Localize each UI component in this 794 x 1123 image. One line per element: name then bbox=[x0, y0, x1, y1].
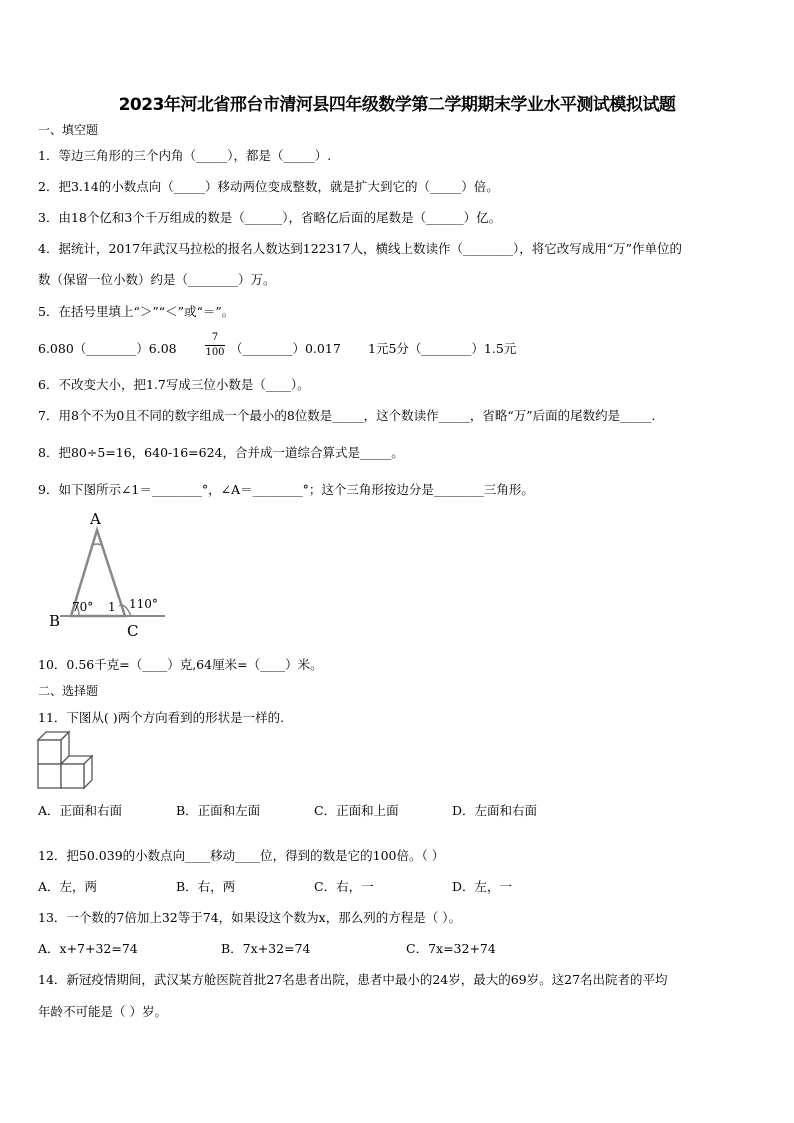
q12-option-b: B．右，两 bbox=[176, 879, 236, 894]
q5-fraction bbox=[205, 332, 225, 359]
page-title: 2023年河北省邢台市清河县四年级数学第二学期期末学业水平测试模拟试题 bbox=[118, 95, 676, 115]
q12-option-a: A．左，两 bbox=[38, 879, 98, 894]
question-13: 13．一个数的7倍加上32等于74，如果设这个数为x，那么列的方程是（ ）。 bbox=[38, 910, 461, 925]
q11-option-a: A．正面和右面 bbox=[38, 803, 123, 818]
question-10: 10．0.56千克=（____）克,64厘米=（____）米。 bbox=[38, 657, 323, 672]
question-4-line-2: 数（保留一位小数）约是（________）万。 bbox=[38, 272, 276, 287]
vertex-a-label: A bbox=[90, 510, 101, 528]
q13-option-b: B．7x+32=74 bbox=[221, 941, 311, 956]
q13-option-a: A．x+7+32=74 bbox=[38, 941, 138, 956]
q12-option-d: D．左，一 bbox=[452, 879, 513, 894]
q12-option-c: C．右，一 bbox=[314, 879, 374, 894]
angle-b-label: 70° bbox=[72, 600, 94, 614]
question-14-line-2: 年龄不可能是（ ）岁。 bbox=[38, 1004, 167, 1019]
question-9: 9．如下图所示∠1＝________°，∠A＝________°；这个三角形按边分是________三角形。 bbox=[38, 482, 534, 497]
lower-cube bbox=[38, 764, 61, 788]
lower-cube bbox=[61, 764, 84, 788]
q11-option-d: D．左面和右面 bbox=[452, 803, 538, 818]
cube-figure bbox=[36, 728, 112, 792]
upper-cube bbox=[38, 740, 61, 764]
angle-ext-label: 110° bbox=[129, 597, 158, 611]
q5-compare-a: 6.080（________）6.08 bbox=[38, 341, 177, 356]
q11-option-b: B．正面和左面 bbox=[176, 803, 261, 818]
vertex-b-label: B bbox=[49, 612, 61, 630]
q5-compare-c: 1元5分（________）1.5元 bbox=[368, 341, 517, 356]
question-6: 6．不改变大小，把1.7写成三位小数是（____）。 bbox=[38, 377, 310, 392]
q13-option-c: C．7x=32+74 bbox=[406, 941, 496, 956]
vertex-c-label: C bbox=[127, 622, 139, 638]
question-1: 1．等边三角形的三个内角（_____），都是（_____）. bbox=[38, 148, 332, 163]
question-11: 11．下图从( )两个方向看到的形状是一样的. bbox=[38, 710, 285, 725]
triangle-figure bbox=[45, 508, 185, 638]
q5-compare-b: （________）0.017 bbox=[230, 341, 341, 356]
question-4-line-1: 4．据统计，2017年武汉马拉松的报名人数达到122317人，横线上数读作（________），将它改写成用“万”作单位的 bbox=[38, 241, 683, 256]
angle-1-label: 1 bbox=[108, 600, 116, 614]
question-8: 8．把80÷5=16，640-16=624，合并成一道综合算式是_____。 bbox=[38, 445, 404, 460]
angle-a-arc bbox=[91, 544, 103, 546]
q11-option-c: C．正面和上面 bbox=[314, 803, 399, 818]
section-heading-choice: 二、选择题 bbox=[38, 684, 99, 698]
question-2: 2．把3.14的小数点向（_____）移动两位变成整数，就是扩大到它的（_____）倍。 bbox=[38, 179, 499, 194]
section-heading-fill: 一、填空题 bbox=[38, 123, 99, 137]
question-7: 7．用8个不为0且不同的数字组成一个最小的8位数是_____，这个数读作_____，省略“万”后面的尾数约是_____. bbox=[38, 408, 656, 423]
question-3: 3．由18个亿和3个千万组成的数是（______），省略亿后面的尾数是（______）亿。 bbox=[38, 210, 502, 225]
fraction-denominator: 100 bbox=[205, 347, 225, 358]
question-12: 12．把50.039的小数点向____移动____位，得到的数是它的100倍。（ ） bbox=[38, 848, 445, 863]
fraction-numerator: 7 bbox=[211, 332, 219, 343]
question-14-line-1: 14．新冠疫情期间，武汉某方舱医院首批27名患者出院，患者中最小的24岁，最大的69岁。这27名出院者的平均 bbox=[38, 972, 668, 987]
question-5: 5．在括号里填上“＞”“＜”或“＝”。 bbox=[38, 304, 235, 319]
fraction-bar bbox=[205, 345, 225, 346]
